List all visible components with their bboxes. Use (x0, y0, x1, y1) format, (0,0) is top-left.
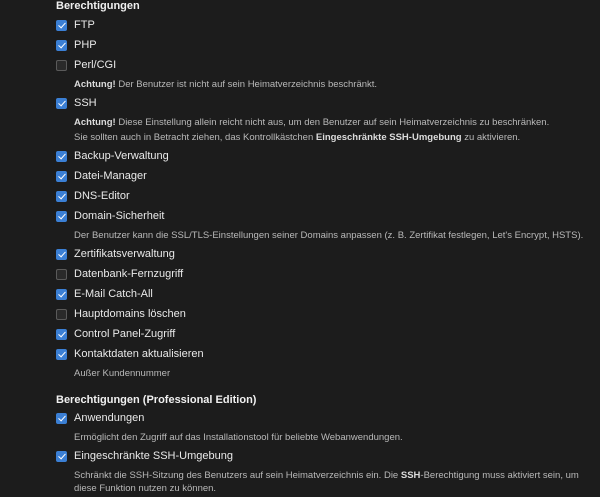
permission-row (0, 58, 600, 93)
permission-label: Control Panel-Zugriff (74, 328, 176, 340)
checkbox-checked-icon[interactable] (56, 211, 67, 222)
permission-note (56, 78, 600, 93)
permission-checkbox-row[interactable] (56, 327, 600, 347)
section-title: Berechtigungen (Professional Edition) (56, 394, 257, 406)
permission-checkbox-row[interactable] (56, 18, 600, 38)
checkbox-unchecked-icon[interactable] (56, 309, 67, 320)
permission-label: SSH (74, 97, 97, 109)
checkbox-checked-icon[interactable] (56, 171, 67, 182)
checkbox-checked-icon[interactable] (56, 249, 67, 260)
permission-note (56, 367, 600, 382)
permission-note (56, 131, 600, 146)
permission-row (0, 327, 600, 347)
checkbox-checked-icon[interactable] (56, 451, 67, 462)
permission-note (56, 469, 600, 497)
permission-label: FTP (74, 19, 95, 31)
note-emphasis-secondary: SSH (400, 470, 421, 481)
permission-checkbox-row[interactable] (56, 96, 600, 116)
checkbox-checked-icon[interactable] (56, 40, 67, 51)
permission-label: Datei-Manager (74, 170, 147, 182)
permission-label: E-Mail Catch-All (74, 288, 153, 300)
permission-row (0, 267, 600, 287)
permission-checkbox-row[interactable] (56, 247, 600, 267)
permission-checkbox-row[interactable] (56, 347, 600, 367)
permission-checkbox-row[interactable] (56, 169, 600, 189)
permission-row (0, 287, 600, 307)
permission-checkbox-row[interactable] (56, 209, 600, 229)
permission-row (0, 169, 600, 189)
note-text: Außer Kundennummer (74, 368, 171, 379)
note-text-secondary: -Berechtigung muss aktiviert sein, um diese Funktion nutzen zu können. (74, 470, 579, 494)
permission-row (0, 189, 600, 209)
permission-label: Perl/CGI (74, 59, 117, 71)
permission-label: DNS-Editor (74, 190, 130, 202)
checkbox-checked-icon[interactable] (56, 98, 67, 109)
permission-note (56, 229, 600, 244)
note-text: Sie sollten auch in Betracht ziehen, das Kontrollkästchen (74, 132, 316, 143)
permission-label: Kontaktdaten aktualisieren (74, 348, 204, 360)
note-emphasis-secondary: Eingeschränkte SSH-Umgebung (315, 132, 462, 143)
section-title: Berechtigungen (56, 0, 140, 12)
permission-checkbox-row[interactable] (56, 307, 600, 327)
permission-row (0, 149, 600, 169)
permission-row (0, 18, 600, 38)
note-emphasis: Achtung! (74, 117, 116, 128)
checkbox-checked-icon[interactable] (56, 289, 67, 300)
permission-row (0, 38, 600, 58)
checkbox-unchecked-icon[interactable] (56, 269, 67, 280)
note-text: Diese Einstellung allein reicht nicht aus, um den Benutzer auf sein Heimatverzeichnis zu beschränken. (115, 117, 550, 128)
note-text: Schränkt die SSH-Sitzung des Benutzers auf sein Heimatverzeichnis ein. Die (74, 470, 401, 481)
permission-row (0, 449, 600, 497)
permission-note (56, 116, 600, 131)
permission-label: Backup-Verwaltung (74, 150, 169, 162)
permission-label: Domain-Sicherheit (74, 210, 165, 222)
checkbox-checked-icon[interactable] (56, 349, 67, 360)
permission-row (0, 209, 600, 244)
permission-checkbox-row[interactable] (56, 38, 600, 58)
checkbox-checked-icon[interactable] (56, 151, 67, 162)
permission-row (0, 307, 600, 327)
checkbox-checked-icon[interactable] (56, 329, 67, 340)
note-emphasis: Achtung! (74, 79, 116, 90)
checkbox-checked-icon[interactable] (56, 191, 67, 202)
permission-label: Datenbank-Fernzugriff (74, 268, 184, 280)
permission-label: Anwendungen (74, 412, 145, 424)
note-text-secondary: zu aktivieren. (461, 132, 521, 143)
note-text: Ermöglicht den Zugriff auf das Installationstool für beliebte Webanwendungen. (74, 432, 403, 443)
permission-label: Hauptdomains löschen (74, 308, 186, 320)
permission-checkbox-row[interactable] (56, 267, 600, 287)
checkbox-unchecked-icon[interactable] (56, 60, 67, 71)
permission-checkbox-row[interactable] (56, 449, 600, 469)
permission-checkbox-row[interactable] (56, 287, 600, 307)
permission-label: Eingeschränkte SSH-Umgebung (74, 450, 233, 462)
permission-checkbox-row[interactable] (56, 58, 600, 78)
permission-label: PHP (74, 39, 97, 51)
permission-note (56, 431, 600, 446)
note-text: Der Benutzer ist nicht auf sein Heimatverzeichnis beschränkt. (115, 79, 378, 90)
permission-row (0, 247, 600, 267)
permission-label: Zertifikatsverwaltung (74, 248, 175, 260)
checkbox-checked-icon[interactable] (56, 413, 67, 424)
permission-checkbox-row[interactable] (56, 149, 600, 169)
permission-row (0, 347, 600, 382)
permission-row (0, 96, 600, 146)
checkbox-checked-icon[interactable] (56, 20, 67, 31)
permission-checkbox-row[interactable] (56, 189, 600, 209)
note-text: Der Benutzer kann die SSL/TLS-Einstellungen seiner Domains anpassen (z. B. Zertifikat festlegen, Let's Encrypt, HSTS). (74, 230, 584, 241)
permission-checkbox-row[interactable] (56, 411, 600, 431)
permission-row (0, 411, 600, 446)
